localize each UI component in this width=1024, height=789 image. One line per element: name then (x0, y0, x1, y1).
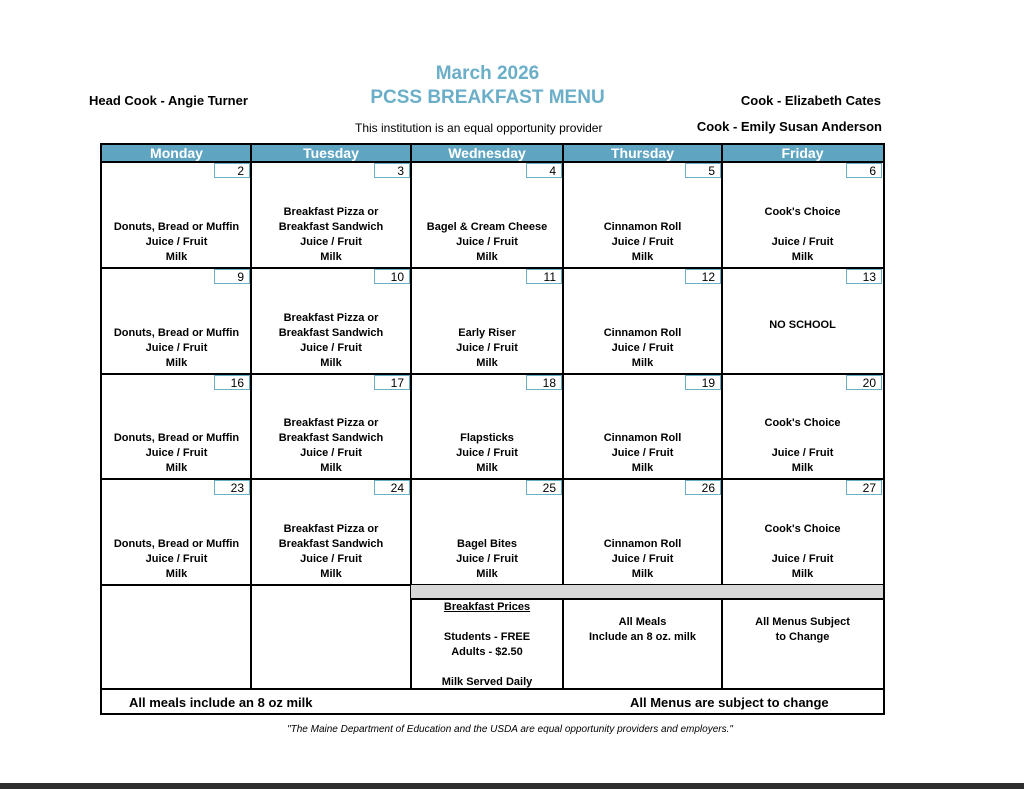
menu-item (251, 311, 411, 371)
menu-line: Milk (631, 251, 654, 263)
date-box: 24 (374, 480, 410, 495)
menu-item (102, 326, 251, 371)
menu-line: Juice / Fruit (771, 553, 834, 565)
usda-footnote: "The Maine Department of Education and the USDA are equal opportunity providers and employers." (287, 724, 733, 735)
subject-line: All Menus Subject (755, 616, 850, 628)
menu-line: Cook's Choice (764, 523, 841, 535)
day-header-monday: Monday (102, 145, 251, 162)
cook-elizabeth: Cook - Elizabeth Cates (740, 93, 881, 108)
milk-served-daily: Milk Served Daily (441, 676, 533, 688)
menu-item (563, 537, 722, 582)
equal-opportunity-note: This institution is an equal opportunity provider (355, 121, 603, 135)
menu-line (722, 537, 883, 552)
menu-item (102, 537, 251, 582)
row-divider (563, 598, 722, 600)
menu-line: Juice / Fruit (145, 342, 208, 354)
menu-line: Juice / Fruit (611, 236, 674, 248)
row-divider (722, 598, 883, 600)
menu-line: Flapsticks (460, 432, 514, 444)
date-box: 6 (846, 163, 882, 178)
menu-item (411, 220, 563, 265)
menu-line: Juice / Fruit (456, 236, 518, 248)
menu-item (722, 205, 883, 265)
menu-item (251, 205, 411, 265)
date-box: 19 (685, 375, 721, 390)
menu-line: Cinnamon Roll (603, 221, 682, 233)
page-bottom-bar (0, 783, 1024, 789)
menu-line: Juice / Fruit (456, 447, 518, 459)
menu-line: Juice / Fruit (456, 342, 518, 354)
menu-line: Juice / Fruit (611, 447, 674, 459)
date-box: 27 (846, 480, 882, 495)
date-box: 20 (846, 375, 882, 390)
info-header-strip (722, 585, 883, 598)
menu-line: Milk (476, 251, 498, 263)
menu-line: Breakfast Pizza or (283, 523, 379, 535)
spacer (411, 660, 563, 675)
students-price: Students - FREE (443, 631, 531, 643)
menu-line: Juice / Fruit (611, 553, 674, 565)
menu-line: Breakfast Pizza or (283, 417, 379, 429)
date-box: 10 (374, 269, 410, 284)
menu-item (251, 416, 411, 476)
all-meals-note (563, 615, 722, 645)
date-box: 2 (214, 163, 250, 178)
date-box: 18 (526, 375, 562, 390)
menu-line: Milk (165, 568, 188, 580)
menu-line: Milk (631, 357, 654, 369)
menu-item (563, 220, 722, 265)
menu-line: Donuts, Bread or Muffin (113, 221, 240, 233)
menu-line: Juice / Fruit (771, 236, 834, 248)
menu-line: Juice / Fruit (456, 553, 518, 565)
menu-line: Juice / Fruit (300, 236, 362, 248)
menu-item (722, 522, 883, 582)
footer-change-note: All Menus are subject to change (630, 695, 829, 710)
menu-line: Juice / Fruit (771, 447, 834, 459)
date-box: 3 (374, 163, 410, 178)
menu-line: Juice / Fruit (300, 342, 362, 354)
menu-line: Cinnamon Roll (603, 432, 682, 444)
date-box: 12 (685, 269, 721, 284)
menu-line: Bagel & Cream Cheese (426, 221, 548, 233)
menu-line (722, 220, 883, 235)
menu-item (411, 326, 563, 371)
menu-line: Cinnamon Roll (603, 538, 682, 550)
footer-milk-note: All meals include an 8 oz milk (129, 695, 313, 710)
menu-line: Milk (476, 568, 498, 580)
day-header-tuesday: Tuesday (251, 145, 411, 162)
menu-month: March 2026 (435, 63, 540, 84)
menu-line: Milk (631, 462, 654, 474)
date-box: 4 (526, 163, 562, 178)
menu-line: Milk (165, 251, 188, 263)
menu-line: Milk (791, 568, 814, 580)
adults-price: Adults - $2.50 (451, 646, 523, 658)
menu-line: Bagel Bites (457, 538, 517, 550)
menu-line: Milk (165, 462, 188, 474)
menu-line: Juice / Fruit (300, 447, 362, 459)
date-box: 11 (526, 269, 562, 284)
info-header-strip (563, 585, 722, 598)
date-box: 25 (526, 480, 562, 495)
date-box: 26 (685, 480, 721, 495)
date-box: 23 (214, 480, 250, 495)
menu-item (563, 326, 722, 371)
menu-item (722, 318, 883, 333)
cook-emily: Cook - Emily Susan Anderson (696, 119, 882, 134)
menu-line: Juice / Fruit (300, 553, 362, 565)
milk-included-line: Include an 8 oz. milk (589, 631, 696, 643)
menu-line: Milk (320, 462, 342, 474)
breakfast-prices (411, 600, 563, 690)
menu-item (722, 416, 883, 476)
menu-line: Breakfast Sandwich (278, 432, 384, 444)
menu-line: Cook's Choice (764, 417, 841, 429)
menu-title: PCSS BREAKFAST MENU (370, 87, 605, 108)
menu-line: Milk (791, 251, 814, 263)
date-box: 16 (214, 375, 250, 390)
menu-line: Juice / Fruit (145, 447, 208, 459)
menu-item (411, 431, 563, 476)
menu-line: Breakfast Sandwich (278, 327, 384, 339)
menu-line: Milk (476, 462, 498, 474)
head-cook: Head Cook - Angie Turner (89, 93, 248, 108)
breakfast-prices-heading: Breakfast Prices (443, 601, 531, 613)
menu-item (251, 522, 411, 582)
menu-item (563, 431, 722, 476)
menu-line: Milk (320, 357, 342, 369)
menu-line: Milk (320, 568, 342, 580)
menu-line: Early Riser (458, 327, 516, 339)
date-box: 13 (846, 269, 882, 284)
menu-line: Donuts, Bread or Muffin (113, 432, 240, 444)
day-header-thursday: Thursday (563, 145, 722, 162)
menu-line: Juice / Fruit (145, 236, 208, 248)
menu-line: Breakfast Sandwich (278, 538, 384, 550)
menu-line: Milk (320, 251, 342, 263)
menu-item (102, 220, 251, 265)
menu-line: Milk (631, 568, 654, 580)
subject-to-change-note (722, 615, 883, 645)
menu-line: Donuts, Bread or Muffin (113, 327, 240, 339)
menu-item (102, 431, 251, 476)
menu-calendar (100, 143, 885, 715)
menu-line (722, 431, 883, 446)
menu-line: Milk (791, 462, 814, 474)
menu-line: Cook's Choice (764, 206, 841, 218)
menu-line: Juice / Fruit (145, 553, 208, 565)
menu-line: Juice / Fruit (611, 342, 674, 354)
menu-line: Breakfast Pizza or (283, 312, 379, 324)
menu-line: Breakfast Sandwich (278, 221, 384, 233)
date-box: 9 (214, 269, 250, 284)
info-header-strip (411, 585, 563, 598)
menu-item (411, 537, 563, 582)
day-header-friday: Friday (722, 145, 883, 162)
menu-line: NO SCHOOL (769, 319, 836, 331)
menu-line: Donuts, Bread or Muffin (113, 538, 240, 550)
date-box: 5 (685, 163, 721, 178)
spacer (411, 615, 563, 630)
menu-line: Breakfast Pizza or (283, 206, 379, 218)
change-line: to Change (775, 631, 830, 643)
menu-line: Milk (476, 357, 498, 369)
day-header-wednesday: Wednesday (411, 145, 563, 162)
all-meals-line: All Meals (618, 616, 667, 628)
date-box: 17 (374, 375, 410, 390)
menu-line: Cinnamon Roll (603, 327, 682, 339)
menu-line: Milk (165, 357, 188, 369)
